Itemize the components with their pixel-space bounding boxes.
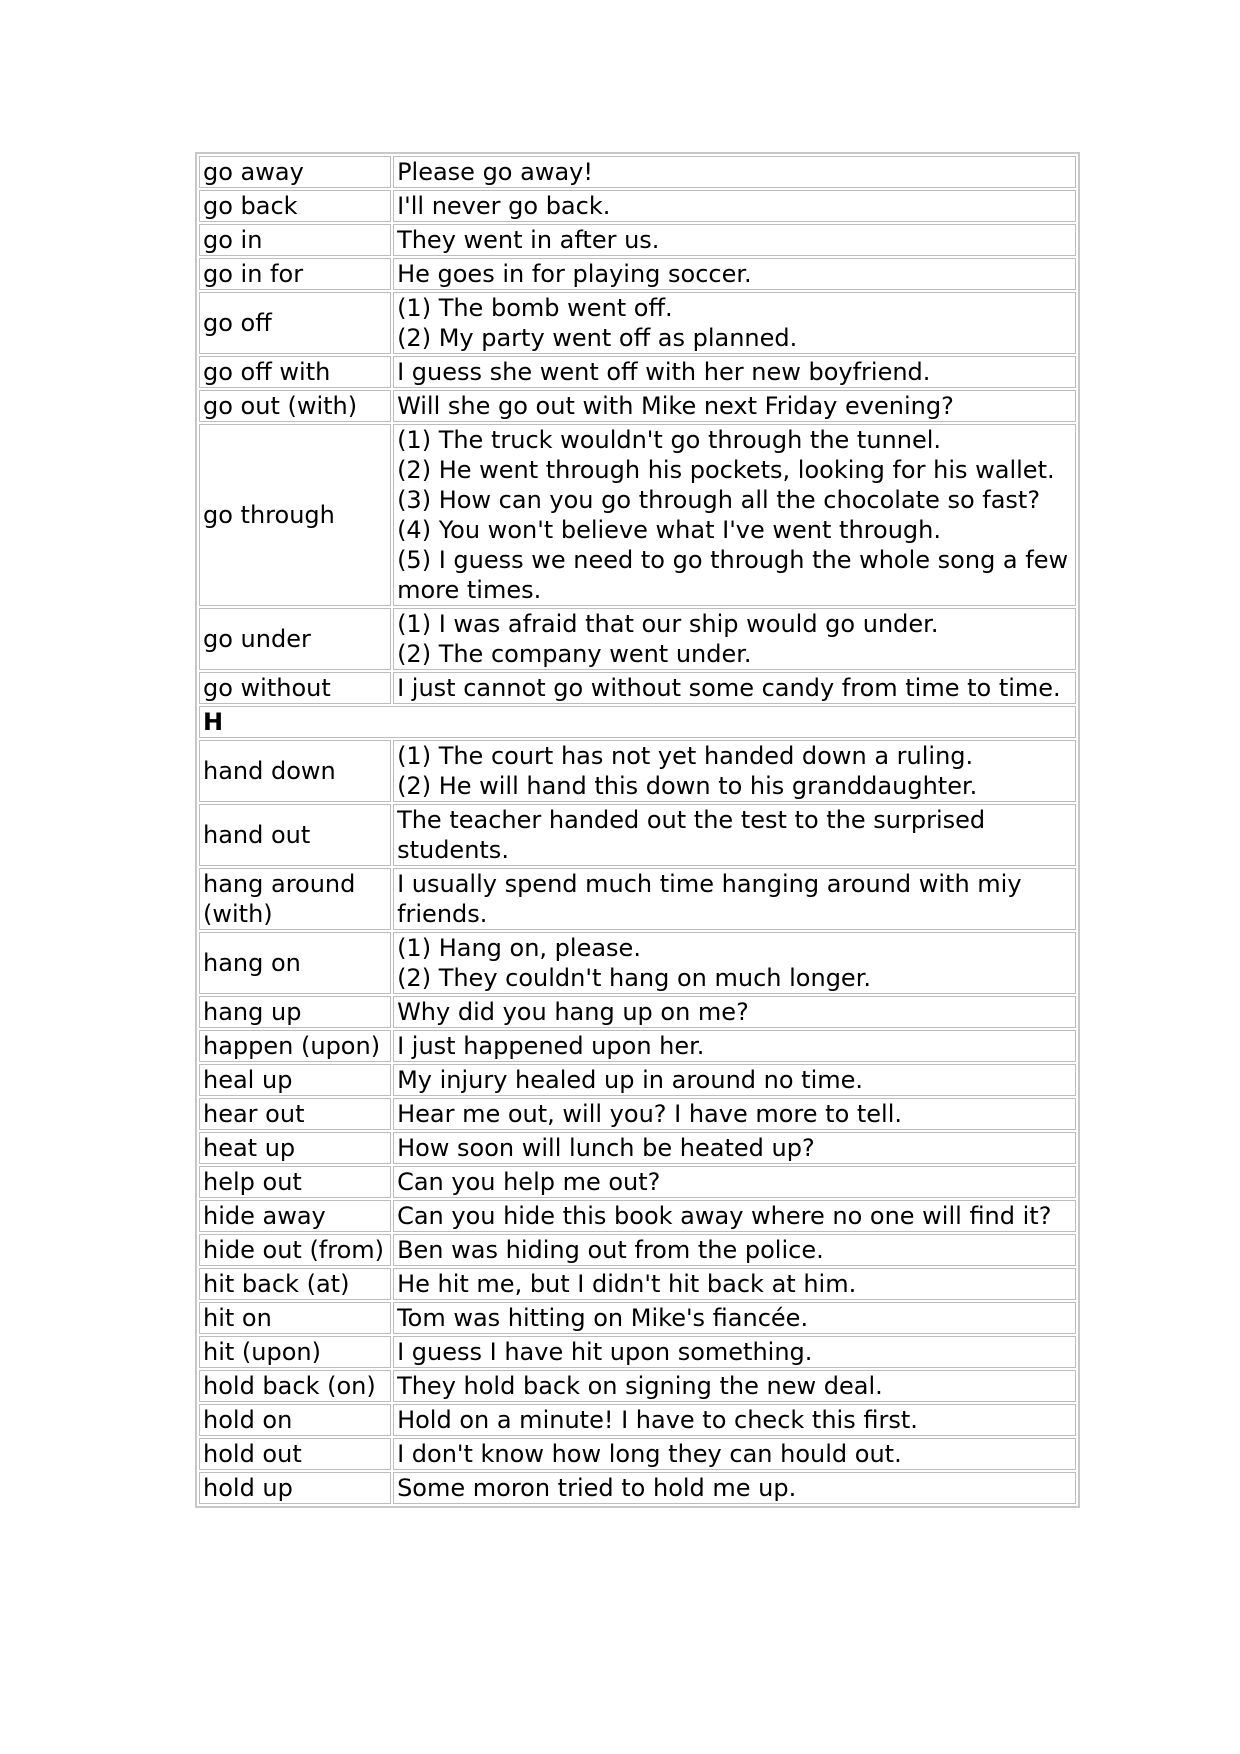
phrasal-verb-cell: heat up xyxy=(199,1132,391,1164)
example-sentence: (2) My party went off as planned. xyxy=(397,324,798,352)
table-row xyxy=(199,1098,1076,1130)
example-sentence: I just cannot go without some candy from time to time. xyxy=(397,674,1061,702)
example-sentence: They went in after us. xyxy=(397,226,660,254)
example-sentence: I'll never go back. xyxy=(397,192,611,220)
example-sentence: (5) I guess we need to go through the whole song a few more times. xyxy=(397,546,1069,604)
example-sentence: (2) He went through his pockets, looking for his wallet. xyxy=(397,456,1055,484)
example-sentence: Tom was hitting on Mike's fiancée. xyxy=(397,1304,809,1332)
example-cell xyxy=(393,356,1076,388)
phrasal-verb-cell: go back xyxy=(199,190,391,222)
example-cell xyxy=(393,424,1076,606)
example-sentence: I just happened upon her. xyxy=(397,1032,705,1060)
example-cell xyxy=(393,932,1076,994)
example-sentence: I usually spend much time hanging around with miy friends. xyxy=(397,870,1022,928)
phrasal-verb-cell: go off with xyxy=(199,356,391,388)
phrasal-verb-table xyxy=(195,152,1080,1508)
example-cell xyxy=(393,1030,1076,1062)
example-cell xyxy=(393,1132,1076,1164)
table-row xyxy=(199,1438,1076,1470)
example-sentence: He goes in for playing soccer. xyxy=(397,260,752,288)
example-sentence: My injury healed up in around no time. xyxy=(397,1066,864,1094)
example-sentence: Can you help me out? xyxy=(397,1168,661,1196)
phrasal-verb-cell: go under xyxy=(199,608,391,670)
table-row xyxy=(199,1302,1076,1334)
table-row xyxy=(199,1234,1076,1266)
phrasal-verb-cell: hold up xyxy=(199,1472,391,1504)
example-sentence: Ben was hiding out from the police. xyxy=(397,1236,824,1264)
example-cell xyxy=(393,1200,1076,1232)
example-cell xyxy=(393,804,1076,866)
example-cell xyxy=(393,740,1076,802)
phrasal-verb-cell: go out (with) xyxy=(199,390,391,422)
table-row xyxy=(199,868,1076,930)
example-sentence: How soon will lunch be heated up? xyxy=(397,1134,815,1162)
table-row xyxy=(199,1268,1076,1300)
example-sentence: I guess she went off with her new boyfriend. xyxy=(397,358,931,386)
example-sentence: (2) He will hand this down to his granddaughter. xyxy=(397,772,978,800)
phrasal-verb-cell: hide out (from) xyxy=(199,1234,391,1266)
example-sentence: (2) They couldn't hang on much longer. xyxy=(397,964,871,992)
example-sentence: (4) You won't believe what I've went through. xyxy=(397,516,941,544)
phrasal-verb-cell: hit on xyxy=(199,1302,391,1334)
example-sentence: (1) I was afraid that our ship would go under. xyxy=(397,610,939,638)
phrasal-verb-cell: hand down xyxy=(199,740,391,802)
phrasal-verb-cell: hand out xyxy=(199,804,391,866)
example-sentence: Can you hide this book away where no one will find it? xyxy=(397,1202,1052,1230)
example-cell xyxy=(393,996,1076,1028)
table-row xyxy=(199,1166,1076,1198)
table-row xyxy=(199,996,1076,1028)
table-row xyxy=(199,258,1076,290)
table-row xyxy=(199,1472,1076,1504)
example-sentence: The teacher handed out the test to the surprised students. xyxy=(397,806,986,864)
example-cell xyxy=(393,868,1076,930)
table-row xyxy=(199,608,1076,670)
phrasal-verb-cell: go in xyxy=(199,224,391,256)
example-sentence: He hit me, but I didn't hit back at him. xyxy=(397,1270,857,1298)
table-row xyxy=(199,1336,1076,1368)
table-row xyxy=(199,1370,1076,1402)
phrasal-verb-cell: hear out xyxy=(199,1098,391,1130)
phrasal-verb-cell: hold back (on) xyxy=(199,1370,391,1402)
phrasal-verb-cell: happen (upon) xyxy=(199,1030,391,1062)
example-cell xyxy=(393,1302,1076,1334)
phrasal-verb-cell: hit back (at) xyxy=(199,1268,391,1300)
table-row xyxy=(199,804,1076,866)
example-cell xyxy=(393,608,1076,670)
example-sentence: Will she go out with Mike next Friday evening? xyxy=(397,392,954,420)
example-cell xyxy=(393,1404,1076,1436)
table-row xyxy=(199,1064,1076,1096)
example-sentence: (1) The bomb went off. xyxy=(397,294,673,322)
example-sentence: Why did you hang up on me? xyxy=(397,998,749,1026)
example-sentence: (1) Hang on, please. xyxy=(397,934,641,962)
table-row xyxy=(199,292,1076,354)
example-cell xyxy=(393,156,1076,188)
phrasal-verb-cell: hit (upon) xyxy=(199,1336,391,1368)
table-row xyxy=(199,1132,1076,1164)
phrasal-verb-cell: hold out xyxy=(199,1438,391,1470)
table-row xyxy=(199,740,1076,802)
example-sentence: I don't know how long they can hould out. xyxy=(397,1440,902,1468)
table-row xyxy=(199,356,1076,388)
phrasal-verb-cell: go away xyxy=(199,156,391,188)
example-cell xyxy=(393,1064,1076,1096)
table-row xyxy=(199,1030,1076,1062)
phrasal-verb-cell: hang around (with) xyxy=(199,868,391,930)
example-cell xyxy=(393,224,1076,256)
example-cell xyxy=(393,1166,1076,1198)
table-row xyxy=(199,390,1076,422)
table-row xyxy=(199,156,1076,188)
example-cell xyxy=(393,390,1076,422)
example-sentence: (1) The truck wouldn't go through the tunnel. xyxy=(397,426,942,454)
example-cell xyxy=(393,1472,1076,1504)
phrasal-verb-cell: heal up xyxy=(199,1064,391,1096)
example-sentence: I guess I have hit upon something. xyxy=(397,1338,813,1366)
example-cell xyxy=(393,672,1076,704)
example-cell xyxy=(393,1234,1076,1266)
section-letter: H xyxy=(199,706,1076,738)
example-cell xyxy=(393,1336,1076,1368)
table-row xyxy=(199,932,1076,994)
example-cell xyxy=(393,1438,1076,1470)
table-row xyxy=(199,1404,1076,1436)
phrasal-verb-cell: go through xyxy=(199,424,391,606)
example-cell xyxy=(393,1268,1076,1300)
table-row xyxy=(199,424,1076,606)
table-row xyxy=(199,224,1076,256)
example-sentence: They hold back on signing the new deal. xyxy=(397,1372,883,1400)
example-sentence: Hear me out, will you? I have more to tell. xyxy=(397,1100,903,1128)
phrasal-verb-cell: go without xyxy=(199,672,391,704)
table-row xyxy=(199,1200,1076,1232)
table-row xyxy=(199,190,1076,222)
example-sentence: Hold on a minute! I have to check this first. xyxy=(397,1406,918,1434)
example-cell xyxy=(393,190,1076,222)
phrasal-verb-cell: go off xyxy=(199,292,391,354)
table-body xyxy=(199,156,1076,1504)
example-sentence: Please go away! xyxy=(397,158,593,186)
example-cell xyxy=(393,1098,1076,1130)
example-cell xyxy=(393,1370,1076,1402)
phrasal-verb-cell: hang on xyxy=(199,932,391,994)
section-header-row xyxy=(199,706,1076,738)
table-row xyxy=(199,672,1076,704)
example-cell xyxy=(393,292,1076,354)
phrasal-verb-cell: go in for xyxy=(199,258,391,290)
example-sentence: Some moron tried to hold me up. xyxy=(397,1474,797,1502)
example-sentence: (1) The court has not yet handed down a ruling. xyxy=(397,742,974,770)
phrasal-verb-cell: help out xyxy=(199,1166,391,1198)
phrasal-verb-cell: hang up xyxy=(199,996,391,1028)
phrasal-verb-cell: hide away xyxy=(199,1200,391,1232)
example-sentence: (3) How can you go through all the chocolate so fast? xyxy=(397,486,1041,514)
example-sentence: (2) The company went under. xyxy=(397,640,752,668)
phrasal-verb-cell: hold on xyxy=(199,1404,391,1436)
example-cell xyxy=(393,258,1076,290)
